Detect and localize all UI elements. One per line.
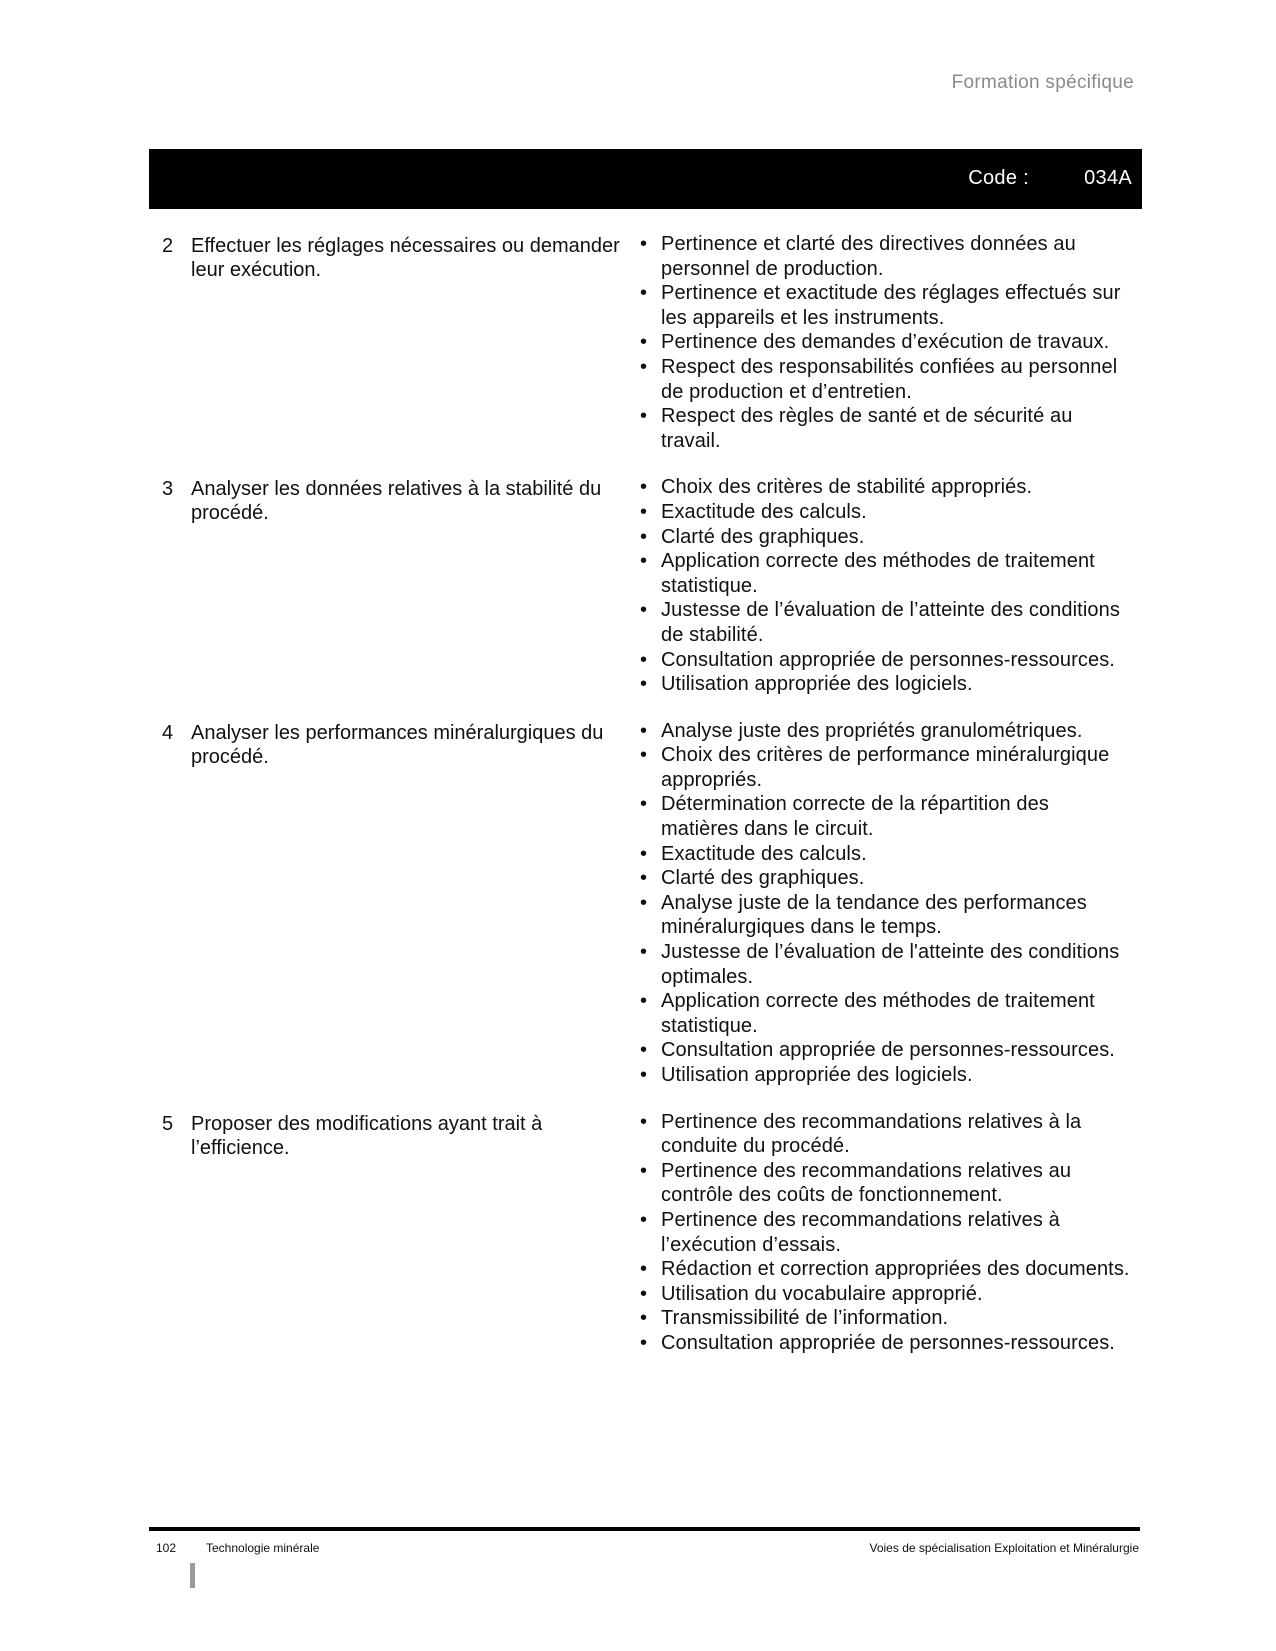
indicator-item: • Pertinence des recommandations relatives à l’exécution d’essais. [633,1208,1131,1257]
page-number: 102 [156,1541,177,1555]
criterion-number: 3 [162,478,174,501]
criteria-table [149,232,1142,1378]
indicator-list [633,232,1142,453]
criterion-text: Effectuer les réglages nécessaires ou demander leur exécution. [191,235,620,281]
indicator-item: • Clarté des graphiques. [633,525,1131,550]
criterion-cell [149,232,624,453]
criterion-text: Proposer des modifications ayant trait à l’efficience. [191,1112,543,1159]
indicator-item: • Rédaction et correction appropriées des documents. [633,1257,1131,1282]
criterion-number: 5 [162,1112,174,1135]
indicator-item: • Respect des responsabilités confiées au personnel de production et d’entretien. [633,355,1131,404]
indicator-list [633,719,1142,1088]
indicator-item: • Transmissibilité de l’information. [633,1306,1131,1331]
criteria-row-2 [149,232,1142,453]
indicator-item: • Pertinence des recommandations relatives au contrôle des coûts de fonctionnement. [633,1159,1131,1208]
criterion-cell [149,475,624,696]
indicator-list [633,1110,1142,1356]
margin-marker-bar [190,1563,195,1588]
indicator-item: • Exactitude des calculs. [633,500,1131,525]
indicator-item: • Respect des règles de santé et de sécurité au travail. [633,404,1131,453]
indicator-item: • Justesse de l’évaluation de l’atteinte des conditions de stabilité. [633,598,1131,647]
indicator-item: • Consultation appropriée de personnes-ressources. [633,648,1131,673]
code-value: 034A [1084,167,1132,189]
indicator-item: • Analyse juste des propriétés granulométriques. [633,719,1131,744]
indicator-cell [624,719,1142,1088]
indicator-item: • Analyse juste de la tendance des performances minéralurgiques dans le temps. [633,891,1131,940]
indicator-item: • Justesse de l’évaluation de l'atteinte des conditions optimales. [633,940,1131,989]
indicator-item: • Exactitude des calculs. [633,842,1131,867]
indicator-item: • Utilisation du vocabulaire approprié. [633,1282,1131,1307]
indicator-item: • Pertinence et clarté des directives données au personnel de production. [633,232,1131,281]
criteria-row-5 [149,1110,1142,1356]
footer-specialization-title: Voies de spécialisation Exploitation et Minéralurgie [869,1541,1139,1555]
indicator-item: • Utilisation appropriée des logiciels. [633,672,1131,697]
criterion-cell [149,719,624,1088]
indicator-item: • Clarté des graphiques. [633,866,1131,891]
criteria-row-3 [149,475,1142,696]
criterion-text: Analyser les données relatives à la stabilité du procédé. [191,478,602,525]
criterion-text: Analyser les performances minéralurgiques du procédé. [191,721,604,768]
indicator-item: • Application correcte des méthodes de traitement statistique. [633,989,1131,1038]
indicator-item: • Utilisation appropriée des logiciels. [633,1063,1131,1088]
section-title: Formation spécifique [951,72,1134,93]
indicator-cell [624,232,1142,453]
indicator-item: • Détermination correcte de la répartition des matières dans le circuit. [633,792,1131,841]
criterion-number: 4 [162,721,174,744]
criterion-cell [149,1110,624,1356]
indicator-item: • Consultation appropriée de personnes-ressources. [633,1038,1131,1063]
indicator-item: • Pertinence et exactitude des réglages effectués sur les appareils et les instruments. [633,281,1131,330]
footer-program-title: Technologie minérale [206,1541,320,1555]
indicator-item: • Application correcte des méthodes de traitement statistique. [633,549,1131,598]
indicator-item: • Pertinence des recommandations relatives à la conduite du procédé. [633,1110,1131,1159]
indicator-item: • Consultation appropriée de personnes-ressources. [633,1331,1131,1356]
indicator-item: • Pertinence des demandes d’exécution de travaux. [633,330,1131,355]
indicator-item: • Choix des critères de performance minéralurgique appropriés. [633,743,1131,792]
indicator-cell [624,1110,1142,1356]
code-label: Code : [968,167,1029,189]
indicator-list [633,475,1142,696]
criterion-number: 2 [162,235,174,257]
indicator-cell [624,475,1142,696]
footer-rule [149,1527,1140,1531]
criteria-row-4 [149,719,1142,1088]
indicator-item: • Choix des critères de stabilité appropriés. [633,475,1131,500]
code-bar [149,149,1142,209]
